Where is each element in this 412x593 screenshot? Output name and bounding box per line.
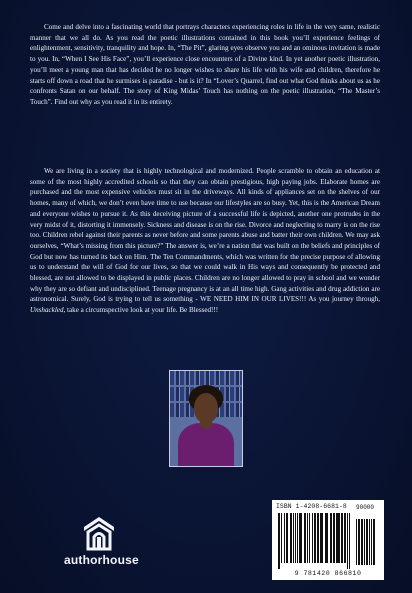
description-paragraph-1	[30, 22, 380, 108]
author-neck	[200, 421, 212, 429]
barcode-addon	[356, 513, 378, 563]
authorhouse-house-icon	[82, 515, 116, 551]
barcode-addon-number: 90000	[356, 504, 375, 511]
barcode-digits: 9 781420 866810	[294, 570, 362, 577]
paragraph-2-body: We are living in a society that is highly technological and modernized. People scramble to obtain an education at some of the most highly accredited schools so that they can obtain prestigious, high paying jobs. Elaborate homes are purchased and the most expensive vehicles must sit in the driveways. All kinds of appliances set on the shelves of our homes, many of which, we don’t even have time to use because our lifestyles are so busy. Yet, this is the American Dream and everyone wishes to pursue it. As this deceiving picture of a successful life is depicted, another one protrudes in the very midst of it, distorting it immensely. Sickness and disease is on the rise. Divorce and neglecting to marry is on the rise too. Children rebel against their parents as never before and some parents abuse and batter their own children. We may ask ourselves, “What’s missing from this picture?” The answer is, we’re a nation that was built on the beliefs and principles of God but now has turned its back on Him. The Ten Commandments, which was written for the precise purpose of allowing us to understand the will of God for our lives, so that we could walk in His ways and consequently be protected and blessed, are not allowed to be displayed in public places. Children are no longer allowed to pray in school and we wonder why they are so defiant and undisciplined. Teenage pregnancy is at an all time high. Gang activities and drug addiction are astronomical. Surely, God is trying to tell us something - WE NEED HIM IN OUR LIVES!!! As you journey through,	[30, 167, 380, 304]
paragraph-1-text: Come and delve into a fascinating world that portrays characters experiencing roles in life in the very same, realistic manner that we all do. As you read the poetic illustrations contained in this book you’ll experience feelings of enlightenment, sensitivity, tranquility and hope. In, “The Pit”, glaring eyes observe you and an ominous invitation is made to you. In, “When I See His Face”, you’ll experience close encounters of a Divine kind. In yet another poetic illustration, you’ll meet a young man that has decided he no longer wishes to share his life with his wife and children, therefore he starts off down a road that he surmises is paradise - but is it? In “Lover’s Quarrel, find out what God thinks about us as he confronts Satan on our behalf. The story of King Midas’ Touch has nothing on the poetic illustration, “The Master’s Touch”. Find out why as you read it in its entirety.	[30, 23, 380, 106]
paragraph-2-text	[30, 166, 380, 316]
paragraph-2-ending: , take a circumspective look at your life. Be Blessed!!!	[63, 306, 219, 315]
barcode-addon-stripe	[373, 519, 375, 565]
publisher-name: authorhouse	[64, 553, 139, 567]
barcode-bars	[278, 513, 378, 569]
author-clothing	[178, 423, 234, 467]
publisher-logo	[64, 515, 139, 575]
bookshelf-row	[170, 371, 242, 385]
description-paragraph-2	[30, 166, 380, 316]
book-title-inline: Unshackled	[30, 306, 64, 315]
author-photo	[169, 370, 243, 467]
isbn-barcode	[272, 500, 384, 580]
author-face	[194, 393, 218, 423]
isbn-label: ISBN 1-4208-6681-8	[276, 503, 347, 510]
barcode-stripe	[349, 513, 350, 569]
